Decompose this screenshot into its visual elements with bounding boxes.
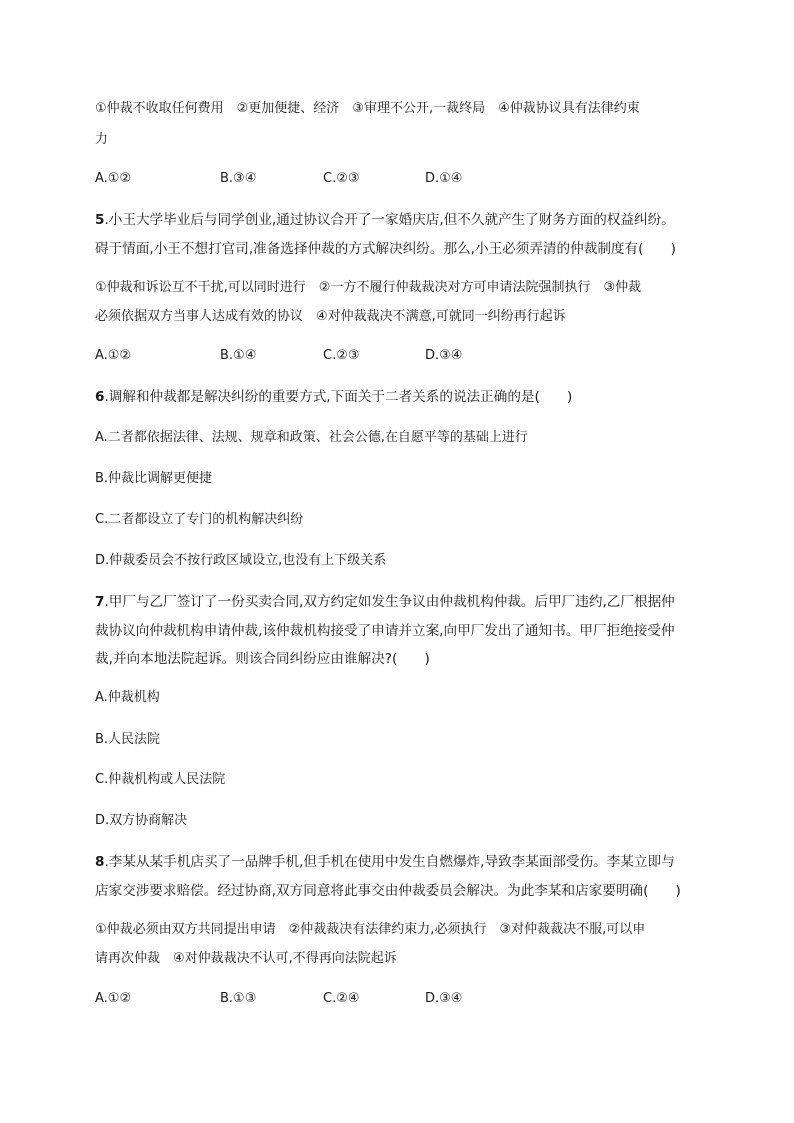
q7-question-line-1 bbox=[95, 593, 675, 611]
q8-option-c[interactable]: C.②④ bbox=[323, 991, 360, 1006]
q8-statement-line-2: 请再次仲裁 ④对仲裁裁决不认可,不得再向法院起诉 bbox=[95, 951, 397, 966]
q5-option-d[interactable]: D.③④ bbox=[425, 348, 463, 363]
q7-choice-b[interactable]: B.人民法院 bbox=[95, 732, 161, 747]
q7-question-text-1: .甲厂与乙厂签订了一份买卖合同,双方约定如发生争议由仲裁机构仲裁。后甲厂违约,乙厂根据仲 bbox=[104, 594, 675, 610]
q6-choice-c[interactable]: C.二者都设立了专门的机构解决纠纷 bbox=[95, 512, 304, 527]
q6-question-text-1: .调解和仲裁都是解决纠纷的重要方式,下面关于二者关系的说法正确的是( ) bbox=[104, 389, 573, 405]
q7-choice-a[interactable]: A.仲裁机构 bbox=[95, 690, 160, 705]
q5-option-b[interactable]: B.①④ bbox=[220, 348, 257, 363]
q7-question-line-3: 裁,并向本地法院起诉。则该合同纠纷应由谁解决?( ) bbox=[95, 651, 430, 667]
q5-option-a[interactable]: A.①② bbox=[95, 348, 132, 363]
q8-question-line-1 bbox=[95, 853, 675, 871]
q8-option-a[interactable]: A.①② bbox=[95, 991, 132, 1006]
q8-option-b[interactable]: B.①③ bbox=[220, 991, 257, 1006]
q4-statement-line-1: ①仲裁不收取任何费用 ②更加便捷、经济 ③审理不公开,一裁终局 ④仲裁协议具有法律约束 bbox=[95, 101, 640, 116]
q7-choice-c[interactable]: C.仲裁机构或人民法院 bbox=[95, 772, 226, 787]
q6-choice-d[interactable]: D.仲裁委员会不按行政区域设立,也没有上下级关系 bbox=[95, 553, 387, 568]
q5-question-text-1: .小王大学毕业后与同学创业,通过协议合开了一家婚庆店,但不久就产生了财务方面的权益纠纷。 bbox=[104, 212, 675, 228]
q8-question-line-2: 店家交涉要求赔偿。经过协商,双方同意将此事交由仲裁委员会解决。为此李某和店家要明确( ) bbox=[95, 883, 681, 899]
q6-choice-a[interactable]: A.二者都依据法律、法规、规章和政策、社会公德,在自愿平等的基础上进行 bbox=[95, 430, 528, 445]
q4-option-b[interactable]: B.③④ bbox=[220, 171, 257, 186]
q8-number: 8 bbox=[95, 854, 105, 870]
q5-question-line-2: 碍于情面,小王不想打官司,准备选择仲裁的方式解决纠纷。那么,小王必须弄清的仲裁制度有( ) bbox=[95, 241, 676, 257]
q4-option-a[interactable]: A.①② bbox=[95, 171, 132, 186]
q5-statement-line-2: 必须依据双方当事人达成有效的协议 ④对仲裁裁决不满意,可就同一纠纷再行起诉 bbox=[95, 309, 566, 324]
q6-choice-b[interactable]: B.仲裁比调解更便捷 bbox=[95, 471, 213, 486]
q5-question-line-1 bbox=[95, 211, 675, 229]
q4-statement-line-2: 力 bbox=[95, 132, 109, 147]
q4-option-d[interactable]: D.①④ bbox=[425, 171, 463, 186]
q6-question-line-1 bbox=[95, 388, 572, 406]
q7-number: 7 bbox=[95, 594, 105, 610]
q8-option-d[interactable]: D.③④ bbox=[425, 991, 463, 1006]
q5-number: 5 bbox=[95, 212, 105, 228]
q7-choice-d[interactable]: D.双方协商解决 bbox=[95, 813, 188, 828]
q5-option-c[interactable]: C.②③ bbox=[323, 348, 360, 363]
q8-question-text-1: .李某从某手机店买了一品牌手机,但手机在使用中发生自燃爆炸,导致李某面部受伤。李某立即与 bbox=[104, 854, 675, 870]
q5-statement-line-1: ①仲裁和诉讼互不干扰,可以同时进行 ②一方不履行仲裁裁决对方可申请法院强制执行 ③仲裁 bbox=[95, 280, 642, 295]
q6-number: 6 bbox=[95, 389, 105, 405]
q7-question-line-2: 裁协议向仲裁机构申请仲裁,该仲裁机构接受了申请并立案,向甲厂发出了通知书。甲厂拒绝接受仲 bbox=[95, 623, 675, 639]
q4-option-c[interactable]: C.②③ bbox=[323, 171, 360, 186]
q8-statement-line-1: ①仲裁必须由双方共同提出申请 ②仲裁裁决有法律约束力,必须执行 ③对仲裁裁决不服,可以申 bbox=[95, 922, 646, 937]
